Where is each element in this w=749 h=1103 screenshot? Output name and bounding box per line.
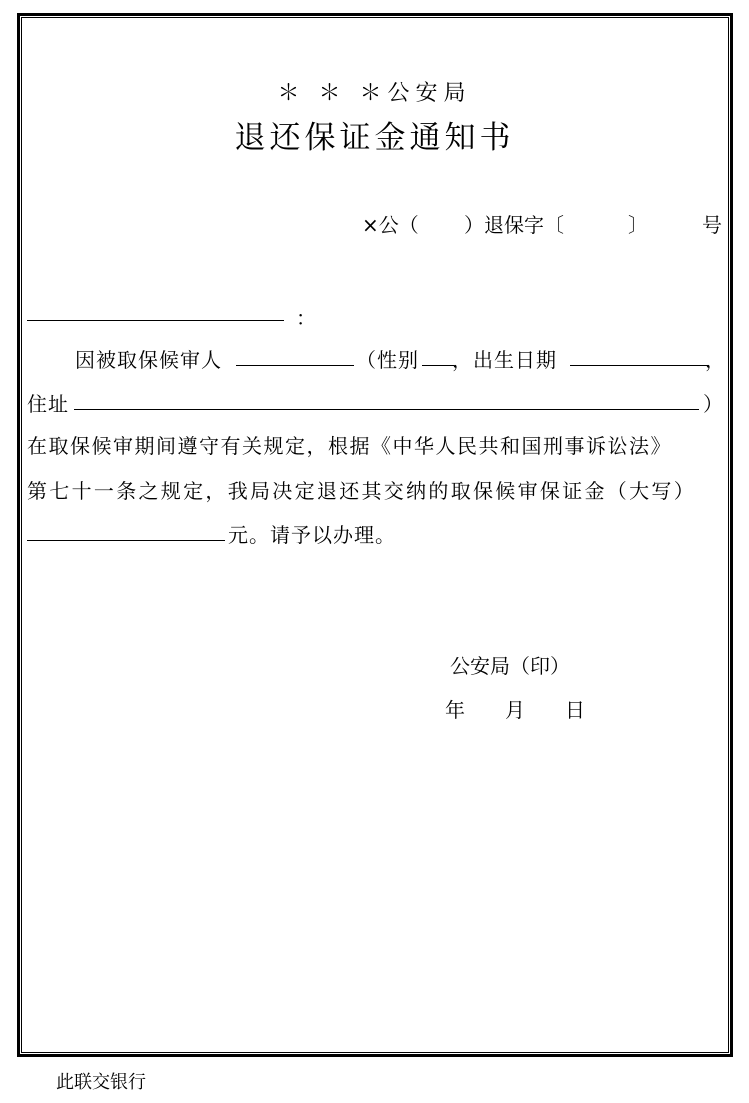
doc-number-suffix: 号: [702, 213, 722, 237]
birth-date-blank[interactable]: [570, 365, 708, 366]
amount-blank[interactable]: [27, 540, 225, 541]
recipient-colon: ：: [296, 306, 317, 330]
doc-number-prefix: ×公（: [362, 213, 419, 237]
line1-comma: ，: [705, 348, 726, 372]
gender-blank[interactable]: [422, 365, 454, 366]
name-blank[interactable]: [236, 365, 354, 366]
doc-number-mid: ）退保字〔: [464, 213, 564, 237]
body-intro: 因被取保候审人: [75, 348, 222, 372]
doc-number-bracket-close: 〕: [628, 213, 648, 237]
address-close-paren: ）: [703, 392, 724, 416]
copy-note: 此联交银行: [56, 1072, 146, 1093]
address-blank[interactable]: [74, 409, 699, 410]
body-line-5: 元。请予以办理。: [228, 523, 396, 547]
seal-label: 公安局（印）: [450, 654, 570, 678]
recipient-blank[interactable]: [27, 320, 284, 321]
date-day: 日: [565, 698, 585, 722]
body-line-3: 在取保候审期间遵守有关规定，根据《中华人民共和国刑事诉讼法》: [27, 434, 672, 458]
gender-label: （性别: [356, 348, 419, 372]
birth-date-label: ，出生日期: [452, 348, 557, 372]
date-month: 月: [505, 698, 525, 722]
address-label: 住址: [27, 392, 69, 416]
document-title: 退还保证金通知书: [234, 120, 515, 156]
issuing-authority: ＊ ＊ ＊公安局: [277, 81, 472, 106]
date-year: 年: [445, 698, 465, 722]
body-line-4: 第七十一条之规定，我局决定退还其交纳的取保候审保证金（大写）: [27, 479, 696, 503]
